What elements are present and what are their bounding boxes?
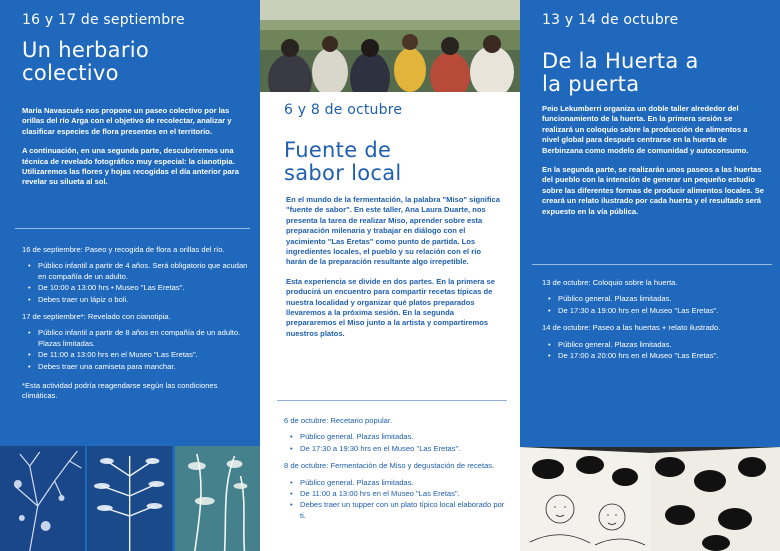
miso-intro-p1: En el mundo de la fermentación, la palabra "Miso" significa "fuente de sabor". En este taller, Ana Laura Duarte, nos presenta la tarea de realizar Miso, aprender sobre esta preparación milenaria y trabajar en diálogo con el yacimiento "Las Eretas" como punto de partida. Los ingredientes locales, el pueblo y su relación con el río harán de la preparación resultante algo irrepetible. bbox=[286, 195, 500, 267]
herbario-note: *Esta actividad podría reagendarse según las condiciones climáticas. bbox=[22, 381, 218, 401]
miso-intro-p2: Esta experiencia se divide en dos partes. En la primera se producirá un encuentro para compartir recetas típicas de nuestra localidad y organizar qué platos preparados llevaremos a la próxima sesión. En la segunda prepararemos el Miso junto a la artista y compartiremos nuestros platos. bbox=[286, 276, 495, 338]
huerta-details bbox=[542, 278, 768, 362]
list-item: • Público infantil a partir de 8 años en compañía de un adulto. Plazas limitadas. bbox=[28, 328, 248, 349]
herbario-session1: 16 de septiembre: Paseo y recogida de flora a orillas del río. bbox=[22, 245, 225, 254]
herbario-session2: 17 de septiembre*: Revelado con cianotipia. bbox=[22, 312, 171, 322]
herbario-session2-list bbox=[28, 328, 248, 372]
huerta-date: 13 y 14 de octubre bbox=[542, 12, 679, 28]
miso-intro bbox=[286, 195, 500, 339]
panel-herbario bbox=[0, 0, 260, 551]
huerta-intro bbox=[542, 104, 764, 217]
divider bbox=[15, 228, 250, 229]
cyanotype-photos bbox=[0, 446, 260, 551]
divider bbox=[532, 264, 772, 265]
list-item: • De 17:00 a 20:00 hrs en el Museo "Las Eretas". bbox=[548, 351, 768, 361]
herbario-intro-p1: María Navascués nos propone un paseo colectivo por las orillas del río Arga con el objetivo de recolectar, analizar y clasificar especies de flora presentes en el territorio. bbox=[22, 106, 232, 136]
miso-title-line1: Fuente de bbox=[284, 138, 392, 162]
list-item: • Público infantil a partir de 4 años. Será obligatorio que acudan en compañía de un adulto. bbox=[28, 261, 248, 282]
miso-session2-list bbox=[290, 478, 510, 522]
list-item: • Debes traer una camiseta para manchar. bbox=[28, 362, 248, 372]
list-item: • De 11:00 a 13:00 hrs en el Museo "Las Eretas". bbox=[28, 350, 248, 360]
list-item: • Público general. Plazas limitadas. bbox=[548, 340, 768, 350]
herbario-title bbox=[22, 39, 252, 85]
herbario-title-line1: Un herbario bbox=[22, 38, 150, 62]
cyanotype-image-3 bbox=[175, 446, 260, 551]
group-photo bbox=[260, 0, 520, 92]
huerta-intro-p1: Peio Lekumberri organiza un doble taller alrededor del funcionamiento de la huerta. En la primera sesión se realizará un coloquio sobre la producción de alimentos a nivel global para después centrarse en la huerta de Berbinzana como modelo de comunidad y autoconsumo. bbox=[542, 104, 749, 155]
list-item: • De 11:00 a 13:00 hrs en el Museo "Las Eretas". bbox=[290, 489, 510, 499]
huerta-intro-p2: En la segunda parte, se realizarán unos paseos a las huertas del pueblo con la intención de generar un pequeño estudio sobre las diferentes formas de producir alimentos locales. Se creará un relato ilustrado por cada huerta y el resultado será expuesto en la vía pública. bbox=[542, 165, 764, 216]
illustrated-book-photo bbox=[520, 447, 780, 551]
huerta-title-line2: la puerta bbox=[542, 72, 640, 96]
herbario-details bbox=[22, 245, 248, 402]
huerta-session1-list bbox=[548, 294, 768, 316]
miso-session1: 6 de octubre: Recetario popular. bbox=[284, 416, 393, 425]
huerta-session2: 14 de octubre: Paseo a las huertas + relato ilustrado. bbox=[542, 323, 721, 333]
huerta-title-line1: De la Huerta a bbox=[542, 49, 699, 73]
huerta-session1: 13 de octubre: Coloquio sobre la huerta. bbox=[542, 278, 678, 287]
huerta-session2-list bbox=[548, 340, 768, 362]
list-item: • De 17:30 a 19:30 hrs en el Museo "Las Eretas". bbox=[290, 444, 510, 454]
miso-details bbox=[284, 416, 510, 522]
herbario-date: 16 y 17 de septiembre bbox=[22, 12, 185, 28]
miso-session1-list bbox=[290, 432, 510, 454]
panel-huerta bbox=[520, 0, 780, 551]
herbario-intro bbox=[22, 106, 244, 188]
herbario-intro-p2: A continuación, en una segunda parte, descubriremos una técnica de revelado fotográfico muy especial: la cianotipia. Utilizaremos las flores y hojas recogidas el día anterior para revelar su silueta al sol. bbox=[22, 146, 239, 187]
huerta-title bbox=[542, 50, 778, 96]
miso-title-line2: sabor local bbox=[284, 161, 402, 185]
miso-title bbox=[284, 139, 504, 185]
list-item: • De 10:00 a 13:00 hrs • Museo "Las Eretas". bbox=[28, 283, 248, 293]
herbario-title-line2: colectivo bbox=[22, 61, 119, 85]
herbario-session1-list bbox=[28, 261, 248, 305]
divider bbox=[277, 400, 507, 401]
miso-session2: 8 de octubre: Fermentación de Miso y degustación de recetas. bbox=[284, 461, 495, 471]
list-item: • De 17:30 a 19:00 hrs en el Museo "Las Eretas". bbox=[548, 306, 768, 316]
list-item: • Debes traer un tupper con un plato típico local elaborado por ti. bbox=[290, 500, 510, 521]
list-item: • Público general. Plazas limitadas. bbox=[548, 294, 768, 304]
miso-date: 6 y 8 de octubre bbox=[284, 102, 403, 118]
cyanotype-image-1 bbox=[0, 446, 85, 551]
panel-miso bbox=[260, 0, 520, 551]
list-item: • Público general. Plazas limitadas. bbox=[290, 432, 510, 442]
list-item: • Debes traer un lápiz o boli. bbox=[28, 295, 248, 305]
cyanotype-image-2 bbox=[87, 446, 172, 551]
list-item: • Público general. Plazas limitadas. bbox=[290, 478, 510, 488]
